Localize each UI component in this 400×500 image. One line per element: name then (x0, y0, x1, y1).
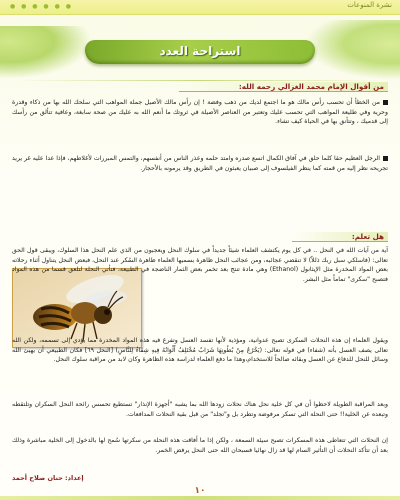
title-banner (85, 40, 315, 64)
bees-text-2: ويقول العلماء إن هذه النحلات السكرى تصبح عدوانية، ومؤذية لأنها تفسد العسل وتفرغ فيه هذه المواد المخدرة مما يؤدي إلى تسممه، ولكن الله تعالى يصف العسل بأنه (شفاء) في قوله تعالى: (يَخْرُجُ مِنْ بُطُونِهَا شَرَابٌ مُخْتَلِفٌ أَلْوَانُهُ فِيهِ شِفَاءٌ لِلنَّاسِ) [النحل ٦٩] فكان الطبيعي أن يهيئ الله وسائل للنحل للدفاع عن العسل وبقائه صالحاً للاستخدام،وهذا ما دفع العلماء لدراسة هذه الظاهرة وكان لابد من مراقبة سلوك النحل. (12, 337, 388, 364)
heading-underline (292, 241, 388, 242)
page-title: استراحة العدد (159, 44, 241, 58)
bees-paragraph-4 (12, 436, 388, 455)
bees-paragraph-1 (12, 246, 388, 284)
bees-text-3: وبعد المراقبة الطويلة لاحظوا أن في كل خلية نحل هناك نحلات زودها الله بما يشبه "أجهزة الإنذار" تستطيع تحسس رائحة النحل السكران وتلتقطه وتبعده عن الخلية!! حتى النحلة التي تسكر مرفوضة وتطرد بل و"تجلد" من قبل بقية النحلات المدافعات. (12, 401, 388, 418)
heading-underline (179, 91, 388, 92)
quote-2-text: الرجل العظيم حقا كلما حلق في آفاق الكمال اتسع صدره وامتد حلمه وعذر الناس من أنفسهم، والتمس المبررات لأغلاطهم، فإذا عدا عليه غر يريد تجريحه نظر إليه من قمته كما ينظر الفيلسوف إلى صبيان يعبثون في الطريق وقد يرمونه بالأحجار. (12, 155, 388, 172)
did-you-know-heading-text: هل تعلم: (351, 232, 384, 241)
quote-1-text: من الخطأ أن تحسب رأس مالك هو ما اجتمع لديك من ذهب وفضة ! إن رأس مالك الأصيل جملة المواهب التي سلحك الله بها من ذكاء وقدرة وحرية وفي طليعة المواهب التي تحسب عليك وتعتبر من العناصر الأصيلة في ثروتك ما أنعم الله به عليك من صحة سابغة، وعافية تتألق من رأسك إلى قدميك ، وتتأنق بها في الحياة كيف تشاء. (12, 99, 388, 126)
divider (14, 80, 386, 81)
bottom-strip (0, 496, 400, 500)
page-number: ١٠ (194, 486, 206, 496)
bullet-icon (383, 156, 388, 161)
section-label: نشرة المنوعات (347, 1, 392, 9)
quote-paragraph-1 (12, 98, 388, 127)
bees-text-1: آية من آيات الله في النحل .. في كل يوم يكتشف العلماء شيئاً جديداً في سلوك النحل ويعجبون من الذي علم النحل هذا السلوك، ويبقى قول الحق تعالى: (فاسلكي سبل ربك ذللاً) لا تنقضي عجائبه، ومن عجائب النحل ظاهرة بسميها العلماء ظاهرة السُكر عند النحل، فبعض النحل يتناول أثناء رحلاته بعض المواد المخدرة مثل الإيثانول (Ethanol) وهي مادة تنتج بعد تخمر بعض الثمار الناضجة في الطبيعة، فتأتي النحلة لتلعق قسما من هذه المواد فتصبح "سكرى" تماماً مثل البشر. (12, 247, 389, 283)
decorative-dots: ● ● ● ● ● ● (10, 3, 73, 10)
decorative-leaf-left (0, 26, 90, 78)
decorative-leaf-right (305, 20, 400, 80)
quotes-heading (179, 82, 388, 91)
author-credit: إعداد: حنان صلاح أحمد (12, 474, 84, 482)
did-you-know-heading (292, 232, 388, 241)
bees-paragraph-3 (12, 400, 388, 419)
bees-text-4: إن النحلات التي تتعاطى هذه المسكرات تصبح سيئة السمعة ، ولكن إذا ما أفاقت هذه النحلة من سكرتها سُمح لها بالدخول إلى الخلية مباشرة وذلك بعد أن تتأكد النحلات أن التأثير السام لها قد زال نهائيا فسبحان الله حتى النحل يرفض الخمر. (12, 437, 388, 454)
quotes-heading-text: من أقوال الإمام محمد الغزالي رحمه الله: (238, 82, 384, 91)
top-header-strip (0, 0, 400, 15)
bees-paragraph-2 (12, 336, 388, 365)
bullet-icon (383, 100, 388, 105)
quote-paragraph-2 (12, 154, 388, 173)
